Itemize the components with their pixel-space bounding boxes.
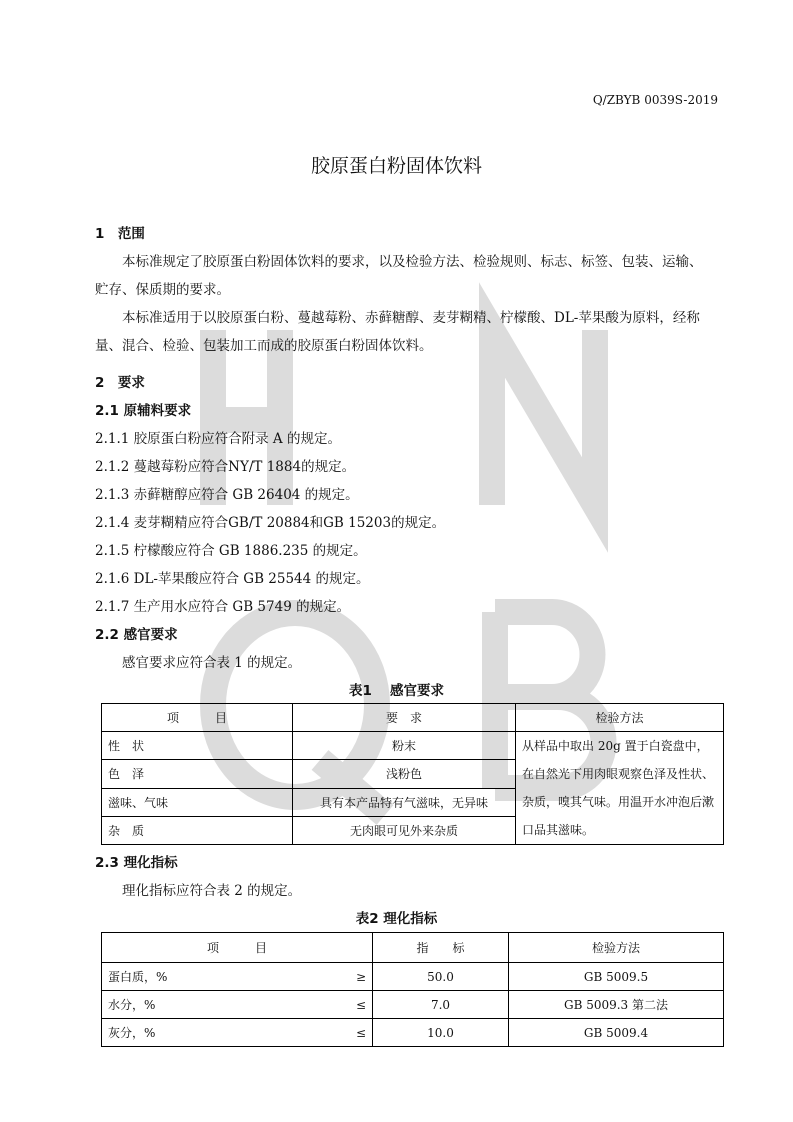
paragraph: 量、混合、检验、包装加工而成的胶原蛋白粉固体饮料。 bbox=[95, 338, 433, 354]
table-cell: 滋味、气味 bbox=[102, 788, 293, 816]
table-cell: 粉末 bbox=[293, 732, 516, 760]
paragraph: 贮存、保质期的要求。 bbox=[95, 282, 230, 298]
column-header: 检验方法 bbox=[516, 704, 724, 732]
clause: 2.1.7 生产用水应符合 GB 5749 的规定。 bbox=[95, 599, 351, 615]
paragraph: 本标准规定了胶原蛋白粉固体饮料的要求，以及检验方法、检验规则、标志、标签、包装、运输、 bbox=[122, 254, 703, 270]
table-cell: 10.0 bbox=[373, 1019, 509, 1047]
subsection-heading: 2.3 理化指标 bbox=[95, 855, 178, 871]
table-cell: 7.0 bbox=[373, 991, 509, 1019]
clause: 2.1.4 麦芽糊精应符合GB/T 20884和GB 15203的规定。 bbox=[95, 515, 446, 531]
physicochemical-table bbox=[101, 932, 724, 1047]
table-cell: 水分，% bbox=[102, 991, 341, 1019]
table-cell: 杂 质 bbox=[102, 816, 293, 844]
doc-code: Q/ZBYB 0039S-2019 bbox=[592, 93, 718, 107]
subsection-heading: 2.2 感官要求 bbox=[95, 627, 178, 643]
paragraph: 感官要求应符合表 1 的规定。 bbox=[122, 655, 302, 671]
table-cell: 浅粉色 bbox=[293, 760, 516, 788]
subsection-heading: 2.1 原辅料要求 bbox=[95, 403, 192, 419]
section-heading: 1 范围 bbox=[95, 226, 145, 242]
table-cell: 性 状 bbox=[102, 732, 293, 760]
table-cell: ≤ bbox=[340, 1019, 373, 1047]
paragraph: 本标准适用于以胶原蛋白粉、蔓越莓粉、赤藓糖醇、麦芽糊精、柠檬酸、DL-苹果酸为原料，经称 bbox=[122, 310, 700, 326]
table-cell: GB 5009.3 第二法 bbox=[509, 991, 724, 1019]
column-header: 检验方法 bbox=[509, 933, 724, 963]
section-heading: 2 要求 bbox=[95, 375, 145, 391]
column-header: 要 求 bbox=[293, 704, 516, 732]
table-cell: ≤ bbox=[340, 991, 373, 1019]
table-cell: 蛋白质，% bbox=[102, 963, 341, 991]
clause: 2.1.3 赤藓糖醇应符合 GB 26404 的规定。 bbox=[95, 487, 359, 503]
watermark-letter-n bbox=[492, 330, 595, 505]
watermark-letter-h bbox=[213, 330, 280, 505]
column-header: 项 目 bbox=[102, 933, 373, 963]
table-cell: GB 5009.4 bbox=[509, 1019, 724, 1047]
table-cell: 50.0 bbox=[373, 963, 509, 991]
sensory-table bbox=[101, 703, 724, 845]
paragraph: 理化指标应符合表 2 的规定。 bbox=[122, 883, 302, 899]
column-header: 项 目 bbox=[102, 704, 293, 732]
page-title: 胶原蛋白粉固体饮料 bbox=[310, 155, 482, 177]
table-cell: 色 泽 bbox=[102, 760, 293, 788]
table-cell: 无肉眼可见外来杂质 bbox=[293, 816, 516, 844]
column-header: 指 标 bbox=[373, 933, 509, 963]
clause: 2.1.6 DL-苹果酸应符合 GB 25544 的规定。 bbox=[95, 571, 370, 587]
table-caption: 表1 感官要求 bbox=[348, 683, 445, 699]
table-cell: ≥ bbox=[340, 963, 373, 991]
clause: 2.1.1 胶原蛋白粉应符合附录 A 的规定。 bbox=[95, 431, 341, 447]
table-cell: GB 5009.5 bbox=[509, 963, 724, 991]
table-cell: 从样品中取出 20g 置于白瓷盘中，在自然光下用肉眼观察色泽及性状、杂质，嗅其气味。用温开水冲泡后漱口品其滋味。 bbox=[516, 732, 724, 845]
clause: 2.1.5 柠檬酸应符合 GB 1886.235 的规定。 bbox=[95, 543, 367, 559]
table-caption: 表2 理化指标 bbox=[355, 911, 438, 927]
table-cell: 灰分，% bbox=[102, 1019, 341, 1047]
clause: 2.1.2 蔓越莓粉应符合NY/T 1884的规定。 bbox=[95, 459, 356, 475]
table-cell: 具有本产品特有气滋味，无异味 bbox=[293, 788, 516, 816]
